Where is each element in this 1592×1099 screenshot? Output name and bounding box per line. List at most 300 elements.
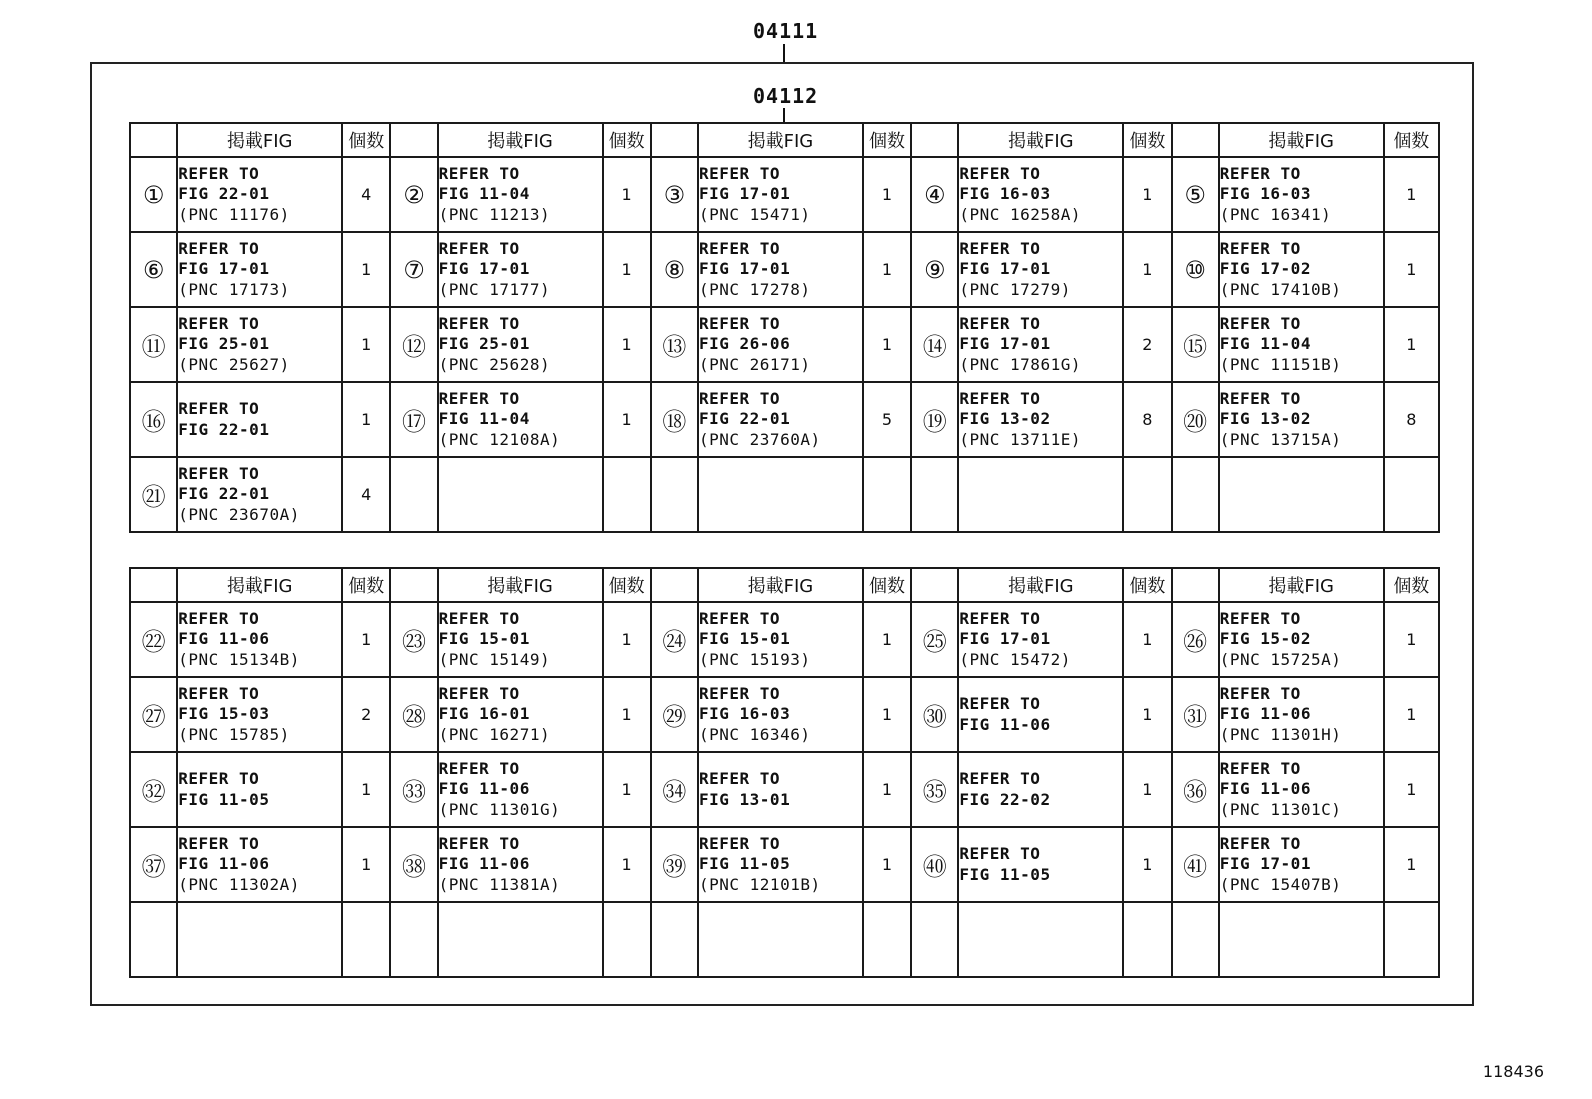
refer-to-text: REFER TO <box>1219 163 1301 183</box>
item-number: ③ <box>651 157 698 232</box>
item-number: ⑰ <box>390 382 437 457</box>
quantity: 1 <box>603 752 651 827</box>
pnc-number: (PNC 15472) <box>959 649 1071 669</box>
header-fig: 掲載FIG <box>1219 568 1384 602</box>
refer-to-text: REFER TO <box>178 769 260 788</box>
figure-reference <box>958 457 1123 532</box>
fig-number: FIG 17-01 <box>1219 854 1311 874</box>
item-number: ㉛ <box>1172 677 1219 752</box>
figure-reference <box>438 382 603 457</box>
item-number: ㊳ <box>390 827 437 902</box>
pnc-number: (PNC 23670A) <box>178 504 300 524</box>
pnc-number: (PNC 11301C) <box>1219 799 1342 819</box>
item-number: ㉜ <box>130 752 177 827</box>
header-fig: 掲載FIG <box>177 123 342 157</box>
pnc-number: (PNC 12101B) <box>699 874 821 894</box>
fig-number: FIG 11-04 <box>1219 334 1311 354</box>
refer-to-text: REFER TO <box>959 769 1041 788</box>
quantity <box>863 457 911 532</box>
refer-to-text: REFER TO <box>178 238 260 258</box>
reference-table-upper <box>129 122 1440 533</box>
fig-number: FIG 16-03 <box>699 704 791 724</box>
item-number: ⑥ <box>130 232 177 307</box>
refer-to-text: REFER TO <box>1219 758 1301 778</box>
item-number: ⑲ <box>911 382 958 457</box>
quantity: 1 <box>603 602 651 677</box>
pnc-number: (PNC 15134B) <box>178 649 300 669</box>
refer-to-text: REFER TO <box>959 694 1041 713</box>
header-qty: 個数 <box>863 568 911 602</box>
table-row <box>130 382 1439 457</box>
refer-to-text: REFER TO <box>178 833 260 853</box>
refer-to-text: REFER TO <box>438 608 520 628</box>
fig-number: FIG 11-05 <box>178 789 270 809</box>
pnc-number: (PNC 15149) <box>438 649 551 669</box>
quantity <box>1123 902 1171 977</box>
quantity: 8 <box>1384 382 1439 457</box>
header-blank-cell <box>911 568 958 602</box>
quantity: 1 <box>1384 157 1439 232</box>
item-number: ⑬ <box>651 307 698 382</box>
item-number: ㉖ <box>1172 602 1219 677</box>
item-number: ㊶ <box>1172 827 1219 902</box>
pnc-number: (PNC 11176) <box>178 204 290 224</box>
quantity: 1 <box>1384 752 1439 827</box>
fig-number: FIG 13-02 <box>1219 409 1311 429</box>
fig-number: FIG 17-01 <box>959 259 1051 279</box>
figure-reference <box>1219 602 1384 677</box>
item-number: ㉔ <box>651 602 698 677</box>
figure-reference <box>1219 902 1384 977</box>
table-row <box>130 902 1439 977</box>
pnc-number: (PNC 17279) <box>959 279 1071 299</box>
refer-to-text: REFER TO <box>178 163 260 183</box>
quantity: 1 <box>1123 827 1171 902</box>
header-qty: 個数 <box>603 123 651 157</box>
refer-to-text: REFER TO <box>959 238 1041 258</box>
pnc-number: (PNC 13711E) <box>959 429 1081 449</box>
pnc-number: (PNC 15471) <box>699 204 811 224</box>
figure-reference <box>958 382 1123 457</box>
figure-reference <box>958 232 1123 307</box>
fig-number: FIG 11-06 <box>438 779 530 799</box>
header-fig: 掲載FIG <box>1219 123 1384 157</box>
fig-number: FIG 17-01 <box>699 184 791 204</box>
quantity: 2 <box>1123 307 1171 382</box>
fig-number: FIG 17-01 <box>959 629 1051 649</box>
figure-reference <box>177 752 342 827</box>
item-number: ㉗ <box>130 677 177 752</box>
refer-to-text: REFER TO <box>178 608 260 628</box>
figure-reference <box>698 232 863 307</box>
fig-number: FIG 11-06 <box>1219 704 1311 724</box>
item-number <box>651 902 698 977</box>
figure-reference <box>698 602 863 677</box>
fig-number: FIG 11-05 <box>699 854 791 874</box>
figure-reference <box>177 382 342 457</box>
item-number: ㉙ <box>651 677 698 752</box>
figure-reference <box>698 382 863 457</box>
item-number: ⑫ <box>390 307 437 382</box>
pnc-number: (PNC 15407B) <box>1219 874 1342 894</box>
figure-reference <box>958 157 1123 232</box>
item-number <box>911 902 958 977</box>
item-number: ⑱ <box>651 382 698 457</box>
quantity: 1 <box>603 307 651 382</box>
pnc-number: (PNC 12108A) <box>438 429 561 449</box>
quantity: 1 <box>1384 827 1439 902</box>
fig-number: FIG 15-01 <box>699 629 791 649</box>
quantity: 1 <box>863 677 911 752</box>
refer-to-text: REFER TO <box>959 844 1041 863</box>
item-number: ④ <box>911 157 958 232</box>
refer-to-text: REFER TO <box>699 313 781 333</box>
figure-reference <box>958 752 1123 827</box>
fig-number: FIG 11-06 <box>178 854 270 874</box>
figure-reference <box>958 307 1123 382</box>
header-blank-cell <box>390 123 437 157</box>
pnc-number: (PNC 23760A) <box>699 429 821 449</box>
fig-number: FIG 11-06 <box>438 854 530 874</box>
fig-number: FIG 22-01 <box>178 484 270 504</box>
header-fig: 掲載FIG <box>958 123 1123 157</box>
table-row <box>130 232 1439 307</box>
assembly-label-04112: 04112 <box>753 84 819 108</box>
header-fig: 掲載FIG <box>438 568 603 602</box>
fig-number: FIG 22-01 <box>178 184 270 204</box>
table-row <box>130 677 1439 752</box>
item-number: ㊱ <box>1172 752 1219 827</box>
refer-to-text: REFER TO <box>438 163 520 183</box>
refer-to-text: REFER TO <box>699 608 781 628</box>
fig-number: FIG 11-04 <box>438 184 530 204</box>
figure-reference <box>698 677 863 752</box>
refer-to-text: REFER TO <box>699 769 781 788</box>
item-number <box>1172 902 1219 977</box>
item-number: ㉝ <box>390 752 437 827</box>
quantity: 1 <box>863 752 911 827</box>
fig-number: FIG 13-02 <box>959 409 1051 429</box>
refer-to-text: REFER TO <box>178 399 260 418</box>
header-blank-cell <box>390 568 437 602</box>
quantity: 1 <box>863 827 911 902</box>
fig-number: FIG 13-01 <box>699 789 791 809</box>
pnc-number: (PNC 17177) <box>438 279 551 299</box>
quantity: 1 <box>342 827 390 902</box>
header-qty: 個数 <box>1384 568 1439 602</box>
header-fig: 掲載FIG <box>958 568 1123 602</box>
figure-reference <box>177 457 342 532</box>
item-number: ⑩ <box>1172 232 1219 307</box>
header-blank-cell <box>130 123 177 157</box>
item-number: ⑧ <box>651 232 698 307</box>
item-number <box>390 902 437 977</box>
pnc-number: (PNC 15193) <box>699 649 811 669</box>
quantity: 1 <box>342 232 390 307</box>
fig-number: FIG 11-06 <box>959 714 1051 734</box>
header-blank-cell <box>1172 123 1219 157</box>
refer-to-text: REFER TO <box>438 313 520 333</box>
pnc-number: (PNC 15725A) <box>1219 649 1342 669</box>
quantity: 8 <box>1123 382 1171 457</box>
refer-to-text: REFER TO <box>1219 313 1301 333</box>
figure-reference <box>177 902 342 977</box>
item-number <box>1172 457 1219 532</box>
header-qty: 個数 <box>1384 123 1439 157</box>
figure-reference <box>438 307 603 382</box>
table-row <box>130 457 1439 532</box>
table-row <box>130 752 1439 827</box>
fig-number: FIG 11-06 <box>1219 779 1311 799</box>
pnc-number: (PNC 25627) <box>178 354 290 374</box>
pnc-number: (PNC 15785) <box>178 724 290 744</box>
fig-number: FIG 16-03 <box>959 184 1051 204</box>
quantity: 1 <box>1123 157 1171 232</box>
assembly-label-04111: 04111 <box>753 19 819 43</box>
figure-reference <box>698 752 863 827</box>
figure-reference <box>177 157 342 232</box>
quantity: 1 <box>863 602 911 677</box>
item-number: ⑤ <box>1172 157 1219 232</box>
header-blank-cell <box>1172 568 1219 602</box>
header-blank-cell <box>911 123 958 157</box>
item-number: ㊲ <box>130 827 177 902</box>
pnc-number: (PNC 11213) <box>438 204 551 224</box>
pnc-number: (PNC 17173) <box>178 279 290 299</box>
figure-reference <box>958 827 1123 902</box>
quantity: 1 <box>1384 232 1439 307</box>
item-number: ⑪ <box>130 307 177 382</box>
item-number: ⑭ <box>911 307 958 382</box>
figure-reference <box>698 157 863 232</box>
item-number: ⑮ <box>1172 307 1219 382</box>
item-number: ㉟ <box>911 752 958 827</box>
pnc-number: (PNC 25628) <box>438 354 551 374</box>
header-qty: 個数 <box>342 568 390 602</box>
quantity: 2 <box>342 677 390 752</box>
figure-reference <box>177 677 342 752</box>
refer-to-text: REFER TO <box>1219 833 1301 853</box>
figure-reference <box>1219 677 1384 752</box>
pnc-number: (PNC 17278) <box>699 279 811 299</box>
quantity <box>342 902 390 977</box>
quantity: 4 <box>342 457 390 532</box>
quantity <box>1384 457 1439 532</box>
pnc-number: (PNC 11301G) <box>438 799 561 819</box>
figure-reference <box>438 602 603 677</box>
quantity: 4 <box>342 157 390 232</box>
quantity: 1 <box>342 382 390 457</box>
figure-reference <box>1219 827 1384 902</box>
figure-reference <box>698 307 863 382</box>
pnc-number: (PNC 16346) <box>699 724 811 744</box>
refer-to-text: REFER TO <box>699 238 781 258</box>
figure-reference <box>438 157 603 232</box>
fig-number: FIG 22-02 <box>959 789 1051 809</box>
header-blank-cell <box>651 568 698 602</box>
figure-reference <box>958 902 1123 977</box>
item-number: ㉒ <box>130 602 177 677</box>
figure-reference <box>1219 157 1384 232</box>
header-qty: 個数 <box>863 123 911 157</box>
quantity: 1 <box>342 602 390 677</box>
figure-reference <box>438 232 603 307</box>
refer-to-text: REFER TO <box>699 683 781 703</box>
item-number: ㉕ <box>911 602 958 677</box>
item-number <box>390 457 437 532</box>
quantity: 1 <box>1384 677 1439 752</box>
table-header-row <box>130 123 1439 157</box>
fig-number: FIG 17-02 <box>1219 259 1311 279</box>
refer-to-text: REFER TO <box>438 758 520 778</box>
header-qty: 個数 <box>603 568 651 602</box>
refer-to-text: REFER TO <box>1219 238 1301 258</box>
table-row <box>130 827 1439 902</box>
pnc-number: (PNC 17861G) <box>959 354 1081 374</box>
refer-to-text: REFER TO <box>959 163 1041 183</box>
refer-to-text: REFER TO <box>438 833 520 853</box>
header-qty: 個数 <box>1123 568 1171 602</box>
quantity <box>603 902 651 977</box>
item-number: ㉑ <box>130 457 177 532</box>
reference-table-lower <box>129 567 1440 978</box>
fig-number: FIG 16-01 <box>438 704 530 724</box>
item-number: ⑯ <box>130 382 177 457</box>
item-number: ㊵ <box>911 827 958 902</box>
figure-reference <box>698 902 863 977</box>
table-row <box>130 157 1439 232</box>
fig-number: FIG 15-01 <box>438 629 530 649</box>
table-header-row <box>130 568 1439 602</box>
figure-reference <box>1219 232 1384 307</box>
quantity: 1 <box>863 232 911 307</box>
leader-line-04112 <box>783 108 785 123</box>
figure-reference <box>698 457 863 532</box>
table-row <box>130 307 1439 382</box>
quantity: 1 <box>1123 602 1171 677</box>
refer-to-text: REFER TO <box>699 833 781 853</box>
refer-to-text: REFER TO <box>438 683 520 703</box>
quantity: 1 <box>342 307 390 382</box>
item-number: ㊴ <box>651 827 698 902</box>
header-fig: 掲載FIG <box>698 568 863 602</box>
fig-number: FIG 25-01 <box>178 334 270 354</box>
quantity: 1 <box>603 232 651 307</box>
figure-reference <box>177 232 342 307</box>
figure-reference <box>177 827 342 902</box>
figure-reference <box>958 677 1123 752</box>
fig-number: FIG 11-04 <box>438 409 530 429</box>
quantity: 1 <box>1123 677 1171 752</box>
figure-reference <box>958 602 1123 677</box>
pnc-number: (PNC 11301H) <box>1219 724 1342 744</box>
pnc-number: (PNC 26171) <box>699 354 811 374</box>
item-number: ㉚ <box>911 677 958 752</box>
refer-to-text: REFER TO <box>438 388 520 408</box>
item-number: ⑦ <box>390 232 437 307</box>
item-number <box>130 902 177 977</box>
header-qty: 個数 <box>342 123 390 157</box>
pnc-number: (PNC 16271) <box>438 724 551 744</box>
refer-to-text: REFER TO <box>1219 683 1301 703</box>
refer-to-text: REFER TO <box>438 238 520 258</box>
refer-to-text: REFER TO <box>1219 388 1301 408</box>
header-fig: 掲載FIG <box>438 123 603 157</box>
item-number: ㉞ <box>651 752 698 827</box>
quantity: 1 <box>603 827 651 902</box>
quantity <box>1384 902 1439 977</box>
header-blank-cell <box>130 568 177 602</box>
quantity: 1 <box>1384 602 1439 677</box>
fig-number: FIG 22-01 <box>699 409 791 429</box>
quantity: 5 <box>863 382 911 457</box>
header-fig: 掲載FIG <box>698 123 863 157</box>
quantity: 1 <box>863 307 911 382</box>
quantity: 1 <box>863 157 911 232</box>
quantity <box>1123 457 1171 532</box>
pnc-number: (PNC 11381A) <box>438 874 561 894</box>
fig-number: FIG 17-01 <box>438 259 530 279</box>
quantity <box>603 457 651 532</box>
figure-reference <box>438 902 603 977</box>
figure-reference <box>177 602 342 677</box>
fig-number: FIG 15-03 <box>178 704 270 724</box>
refer-to-text: REFER TO <box>959 608 1041 628</box>
refer-to-text: REFER TO <box>178 313 260 333</box>
fig-number: FIG 17-01 <box>959 334 1051 354</box>
fig-number: FIG 11-05 <box>959 864 1051 884</box>
refer-to-text: REFER TO <box>178 683 260 703</box>
fig-number: FIG 15-02 <box>1219 629 1311 649</box>
quantity: 1 <box>1123 752 1171 827</box>
pnc-number: (PNC 16258A) <box>959 204 1081 224</box>
fig-number: FIG 26-06 <box>699 334 791 354</box>
figure-reference <box>1219 752 1384 827</box>
item-number: ① <box>130 157 177 232</box>
quantity: 1 <box>1384 307 1439 382</box>
header-blank-cell <box>651 123 698 157</box>
refer-to-text: REFER TO <box>1219 608 1301 628</box>
fig-number: FIG 17-01 <box>699 259 791 279</box>
pnc-number: (PNC 13715A) <box>1219 429 1342 449</box>
figure-reference <box>1219 307 1384 382</box>
header-fig: 掲載FIG <box>177 568 342 602</box>
item-number: ⑨ <box>911 232 958 307</box>
pnc-number: (PNC 16341) <box>1219 204 1332 224</box>
refer-to-text: REFER TO <box>699 388 781 408</box>
figure-reference <box>1219 457 1384 532</box>
refer-to-text: REFER TO <box>699 163 781 183</box>
item-number: ㉓ <box>390 602 437 677</box>
quantity: 1 <box>342 752 390 827</box>
fig-number: FIG 25-01 <box>438 334 530 354</box>
table-row <box>130 602 1439 677</box>
figure-reference <box>438 752 603 827</box>
leader-line-04111 <box>783 44 785 62</box>
pnc-number: (PNC 11151B) <box>1219 354 1342 374</box>
pnc-number: (PNC 17410B) <box>1219 279 1342 299</box>
item-number: ㉘ <box>390 677 437 752</box>
quantity: 1 <box>603 157 651 232</box>
figure-number: 118436 <box>1482 1062 1544 1081</box>
fig-number: FIG 16-03 <box>1219 184 1311 204</box>
item-number <box>911 457 958 532</box>
item-number: ⑳ <box>1172 382 1219 457</box>
figure-reference <box>438 827 603 902</box>
item-number: ② <box>390 157 437 232</box>
refer-to-text: REFER TO <box>178 463 260 483</box>
item-number <box>651 457 698 532</box>
